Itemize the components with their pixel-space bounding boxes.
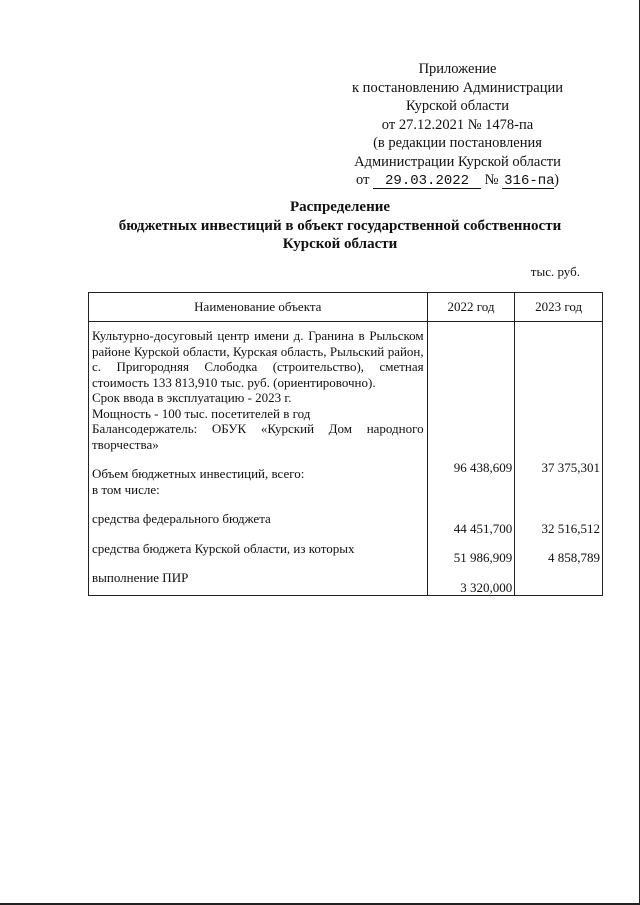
appendix-line: от 27.12.2021 № 1478-па <box>381 116 534 133</box>
amendment-reference <box>330 171 585 190</box>
value-2022: 44 451,700 <box>453 520 513 536</box>
table-row <box>89 322 603 596</box>
values-2022-cell <box>427 322 515 596</box>
appendix-line: Администрации Курской области <box>354 153 561 170</box>
commissioning-date: Срок ввода в эксплуатацию - 2023 г. <box>92 390 292 405</box>
row-label: средства федерального бюджета <box>92 511 271 526</box>
balance-holder: Балансодержатель: ОБУК «Курский Дом народного творчества» <box>92 421 424 452</box>
row-label: средства бюджета Курской области, из которых <box>92 540 355 556</box>
row-sublabel: в том числе: <box>92 481 160 497</box>
title-line: бюджетных инвестиций в объект государственной собственности <box>118 217 562 234</box>
row-label: Объем бюджетных инвестиций, всего: <box>92 466 305 481</box>
appendix-line: Приложение <box>418 61 497 77</box>
investment-table <box>88 292 603 596</box>
header-2022: 2022 год <box>427 293 515 322</box>
capacity: Мощность - 100 тыс. посетителей в год <box>92 405 311 421</box>
row-label: выполнение ПИР <box>92 570 189 585</box>
appendix-header <box>330 60 585 190</box>
number-sign: № <box>484 172 499 188</box>
appendix-line: (в редакции постановления <box>373 135 542 151</box>
value-2022: 51 986,909 <box>453 550 513 565</box>
closing-paren: ) <box>554 172 559 188</box>
value-2022: 3 320,000 <box>460 579 513 595</box>
from-prefix: от <box>356 172 370 188</box>
title-line: Курской области <box>282 236 398 252</box>
appendix-line: Курской области <box>406 98 509 114</box>
title-line: Распределение <box>289 199 391 215</box>
values-2023-cell <box>515 322 603 596</box>
value-2023: 4 858,789 <box>548 550 600 565</box>
amendment-number: 316-па <box>504 173 555 189</box>
value-2023: 37 375,301 <box>541 460 600 475</box>
units-label: тыс. руб. <box>530 264 580 279</box>
object-description: Культурно-досуговый центр имени д. Гранина в Рыльском районе Курской области, Курская область, Рыльский район, с. Пригородняя Слободка (строительство), сметная стоимость 133 813,910 тыс. руб. (ориентировочно). <box>92 328 424 390</box>
table-header-row <box>89 293 603 322</box>
document-title <box>90 198 590 254</box>
header-object-name: Наименование объекта <box>89 293 428 322</box>
appendix-line: к постановлению Администрации <box>352 79 563 96</box>
value-2022: 96 438,609 <box>453 460 513 475</box>
object-cell <box>89 322 428 596</box>
amendment-date: 29.03.2022 <box>373 174 481 189</box>
header-2023: 2023 год <box>515 293 603 322</box>
value-2023: 32 516,512 <box>541 520 600 536</box>
